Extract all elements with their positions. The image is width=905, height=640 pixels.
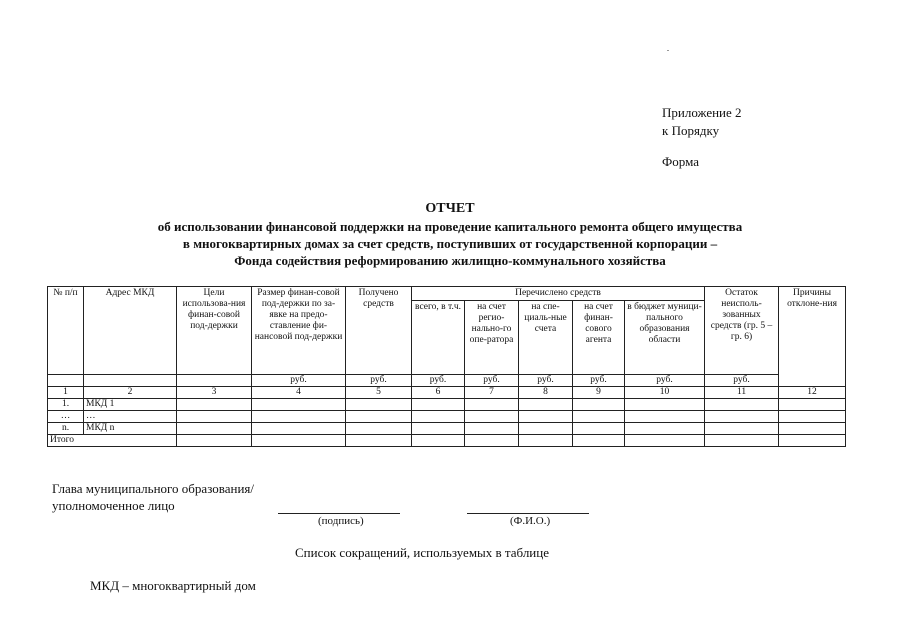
report-title-line-2: в многоквартирных домах за счет средств, поступивших от государственной корпорации – xyxy=(182,236,718,251)
column-number: 8 xyxy=(519,387,573,399)
row-num: … xyxy=(48,411,84,423)
header-special: на спе-циаль-ные счета xyxy=(519,301,573,375)
unit-cell: руб. xyxy=(252,375,346,387)
appendix-label xyxy=(662,104,742,140)
header-budget: в бюджет муници-пального образования области xyxy=(625,301,705,375)
report-title-line-1: об использовании финансовой поддержки на проведение капитального ремонта общего имущества xyxy=(157,219,743,234)
unit-cell xyxy=(48,375,84,387)
column-number: 6 xyxy=(412,387,465,399)
row-address: МКД n xyxy=(84,423,177,435)
appendix-line-2: к Порядку xyxy=(662,123,720,138)
appendix-line-1: Приложение 2 xyxy=(662,105,742,120)
report-table xyxy=(47,286,846,447)
scan-speck xyxy=(667,50,669,51)
header-size: Размер финан-совой под-держки по за-явке на предо-ставление фи-нансовой под-держки xyxy=(252,287,346,375)
column-number: 11 xyxy=(705,387,779,399)
unit-cell xyxy=(177,375,252,387)
table-row xyxy=(48,411,846,423)
units-row xyxy=(48,375,846,387)
header-reasons: Причины отклоне-ния xyxy=(779,287,846,387)
unit-cell: руб. xyxy=(412,375,465,387)
header-received: Получено средств xyxy=(346,287,412,375)
unit-cell: руб. xyxy=(519,375,573,387)
abbreviation-item: МКД – многоквартирный дом xyxy=(90,578,256,593)
row-num: 1. xyxy=(48,399,84,411)
column-number: 3 xyxy=(177,387,252,399)
column-number: 10 xyxy=(625,387,705,399)
column-number: 4 xyxy=(252,387,346,399)
total-label: Итого xyxy=(48,435,177,447)
signatory-label xyxy=(52,480,254,514)
report-title xyxy=(50,200,850,269)
header-goals: Цели использова-ния финан-совой под-держки xyxy=(177,287,252,375)
unit-cell: руб. xyxy=(465,375,519,387)
row-address: МКД 1 xyxy=(84,399,177,411)
table-row xyxy=(48,399,846,411)
column-number: 9 xyxy=(573,387,625,399)
unit-cell: руб. xyxy=(346,375,412,387)
abbreviations-title: Список сокращений, используемых в таблице xyxy=(295,545,549,560)
report-heading: ОТЧЕТ xyxy=(425,201,475,216)
name-caption: (Ф.И.О.) xyxy=(510,515,551,527)
table-row xyxy=(48,423,846,435)
header-remainder: Остаток неисполь-зованных средств (гр. 5 – гр. 6) xyxy=(705,287,779,375)
signature-line xyxy=(278,513,400,514)
header-address: Адрес МКД xyxy=(84,287,177,375)
unit-cell: руб. xyxy=(705,375,779,387)
row-address: … xyxy=(84,411,177,423)
report-title-line-3: Фонда содействия реформированию жилищно-коммунального хозяйства xyxy=(234,253,666,268)
form-label: Форма xyxy=(662,154,699,169)
signatory-line-1: Глава муниципального образования/ xyxy=(52,481,254,496)
unit-cell: руб. xyxy=(625,375,705,387)
unit-cell xyxy=(84,375,177,387)
header-total: всего, в т.ч. xyxy=(412,301,465,375)
signature-caption: (подпись) xyxy=(318,515,364,527)
unit-cell: руб. xyxy=(573,375,625,387)
row-num: n. xyxy=(48,423,84,435)
name-line xyxy=(467,513,589,514)
header-num: № п/п xyxy=(48,287,84,375)
header-transferred: Перечислено средств xyxy=(412,287,705,301)
column-number: 12 xyxy=(779,387,846,399)
column-number: 2 xyxy=(84,387,177,399)
column-number: 1 xyxy=(48,387,84,399)
signatory-line-2: уполномоченное лицо xyxy=(52,498,175,513)
header-agent: на счет финан-сового агента xyxy=(573,301,625,375)
header-regional: на счет регио-нально-го опе-ратора xyxy=(465,301,519,375)
total-row xyxy=(48,435,846,447)
column-number: 7 xyxy=(465,387,519,399)
column-number: 5 xyxy=(346,387,412,399)
column-numbers-row xyxy=(48,387,846,399)
